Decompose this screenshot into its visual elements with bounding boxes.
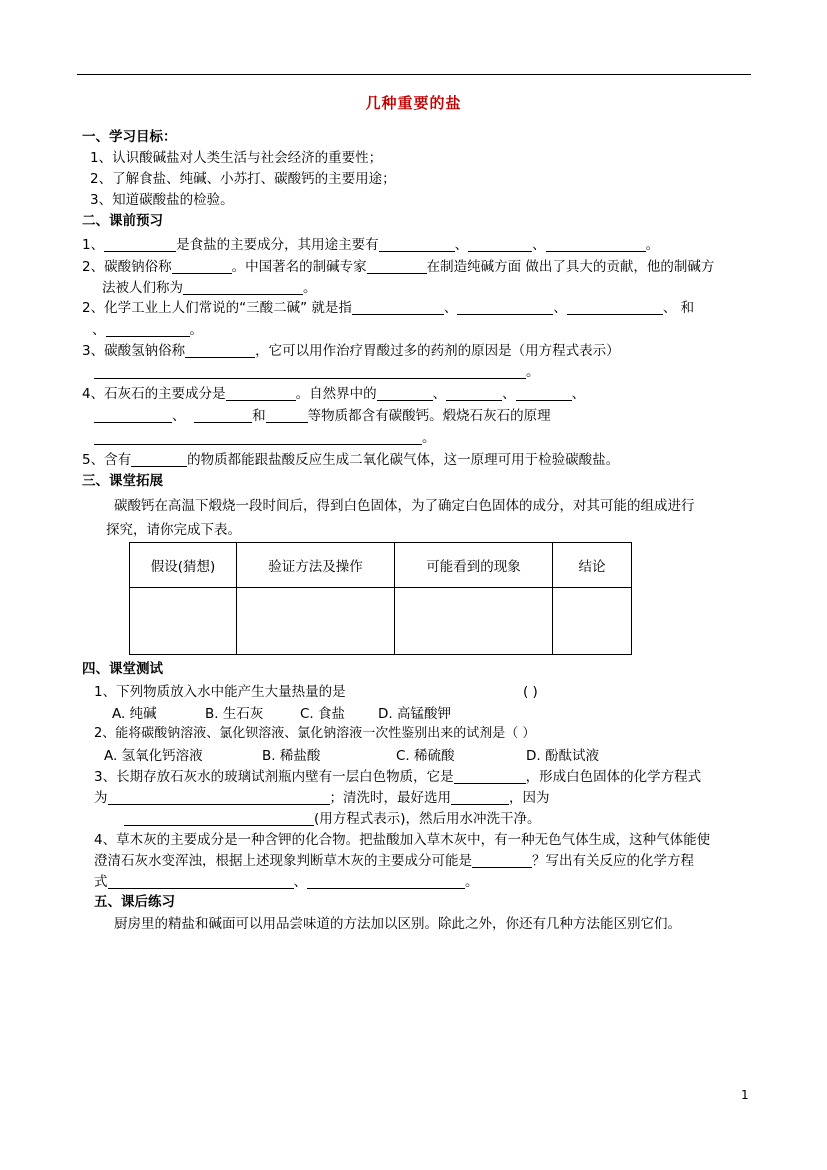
test-q1-option-a: A. 纯碱	[112, 706, 157, 722]
q3-blank-3[interactable]	[567, 300, 663, 315]
test-q3-line2	[94, 789, 550, 807]
q3-test-text-c: 为	[94, 790, 108, 806]
q5-blank-7[interactable]	[266, 408, 308, 423]
q5-sep-4: 、	[172, 408, 186, 424]
q3-blank-1[interactable]	[352, 300, 444, 315]
test-q1-option-b: B. 生石灰	[205, 706, 264, 722]
table-cell-phenomenon[interactable]	[395, 588, 553, 655]
test-q4-blank-3[interactable]	[307, 874, 465, 889]
test-q1-option-c: C. 食盐	[300, 706, 346, 722]
preview-q3-line1	[82, 299, 694, 317]
q4-text-b: ，它可以用作治疗胃酸过多的药剂的原因是（用方程式表示）	[255, 343, 620, 359]
q1-sep-1: 、	[454, 237, 469, 253]
preview-q2-line1	[82, 258, 714, 276]
goal-item-1: 1、认识酸碱盐对人类生活与社会经济的重要性；	[90, 150, 383, 166]
q2-blank-3[interactable]	[183, 280, 303, 295]
q1-blank-3[interactable]	[468, 237, 532, 252]
q5-sep-3: 、	[571, 386, 586, 402]
q3-test-text-b: ，形成白色固体的化学方程式	[525, 769, 702, 785]
q2-text-b: 。中国著名的制碱专家	[231, 259, 367, 275]
q5-text-h: 等物质都含有碳酸钙。煅烧石灰石的原理	[307, 408, 551, 424]
table-header-phenomenon: 可能看到的现象	[395, 543, 553, 588]
preview-q5-line2	[94, 407, 551, 425]
q5-end: 。	[422, 430, 436, 446]
section-4-heading: 四、课堂测试	[82, 661, 163, 677]
q4-blank-1[interactable]	[185, 343, 255, 358]
test-q4-blank-1[interactable]	[472, 853, 532, 868]
section-5-heading: 五、课后练习	[94, 894, 175, 910]
q1-blank-2[interactable]	[379, 237, 455, 252]
q5-blank-5[interactable]	[94, 408, 172, 423]
table-cell-method[interactable]	[237, 588, 395, 655]
q6-text-a: 5、含有	[82, 452, 132, 468]
table-cell-conclusion[interactable]	[553, 588, 632, 655]
q4-test-sep: 、	[293, 874, 307, 890]
q5-blank-1[interactable]	[226, 386, 296, 401]
page-title: 几种重要的盐	[365, 94, 462, 112]
q3-sep-4: 、	[92, 322, 106, 338]
q2-end: 。	[303, 280, 317, 296]
page-number: 1	[741, 1088, 749, 1102]
table-header-hypothesis: 假设(猜想)	[130, 543, 237, 588]
table-cell-hypothesis[interactable]	[130, 588, 237, 655]
q5-blank-6[interactable]	[194, 408, 252, 423]
q4-equation-blank[interactable]	[94, 364, 526, 379]
q5-blank-4[interactable]	[516, 386, 572, 401]
q5-blank-2[interactable]	[377, 386, 433, 401]
test-q4-blank-2[interactable]	[108, 874, 294, 889]
q3-sep-1: 、	[443, 300, 458, 316]
preview-q3-line2	[92, 321, 203, 339]
q4-test-end: 。	[465, 874, 479, 890]
extension-para-1: 碳酸钙在高温下煅烧一段时间后，得到白色固体，为了确定白色固体的成分，对其可能的组成进行	[114, 498, 695, 514]
section-3-heading: 三、课堂拓展	[82, 473, 163, 489]
q4-test-text-c: ？写出有关反应的化学方程	[532, 853, 694, 869]
table-header-conclusion: 结论	[553, 543, 632, 588]
q2-blank-1[interactable]	[172, 259, 232, 274]
goal-item-2: 2、了解食盐、纯碱、小苏打、碳酸钙的主要用途；	[90, 171, 396, 187]
preview-q4-line2	[94, 363, 540, 381]
test-q3-line3	[124, 810, 541, 828]
test-q1-option-d: D. 高锰酸钾	[378, 706, 451, 722]
q4-test-text-d: 式	[94, 874, 108, 890]
q4-text-a: 3、碳酸氢钠俗称	[82, 343, 186, 359]
q5-text-a: 4、石灰石的主要成分是	[82, 386, 226, 402]
test-q2: 2、能将碳酸钠溶液、氯化钡溶液、氯化钠溶液一次性鉴别出来的试剂是（ ）	[94, 726, 536, 741]
header-rule	[77, 74, 751, 75]
q2-text-d: 法被人们称为	[102, 280, 183, 296]
test-q2-option-b: B. 稀盐酸	[262, 748, 321, 764]
q5-text-b: 。自然界中的	[295, 386, 377, 402]
q4-test-text-b: 澄清石灰水变浑浊，根据上述现象判断草木灰的主要成分可能是	[94, 853, 472, 869]
q2-text-c: 在制造纯碱方面 做出了具大的贡献，他的制碱方	[426, 259, 715, 275]
table-header-row	[130, 543, 632, 588]
q1-blank-4[interactable]	[546, 237, 646, 252]
test-q2-option-d: D. 酚酞试液	[526, 748, 599, 764]
test-q1: 1、下列物质放入水中能产生大量热量的是	[94, 684, 346, 700]
preview-q5-line3	[94, 429, 436, 447]
q1-blank-1[interactable]	[104, 237, 176, 252]
table-header-method: 验证方法及操作	[237, 543, 395, 588]
test-q3-blank-3[interactable]	[451, 790, 509, 805]
q4-end: 。	[526, 364, 540, 380]
q3-sep-3: 、 和	[662, 300, 695, 316]
test-q2-option-c: C. 稀硫酸	[396, 748, 455, 764]
section-1-heading: 一、学习目标：	[82, 129, 177, 145]
q5-blank-3[interactable]	[446, 386, 502, 401]
homework-para: 厨房里的精盐和碱面可以用品尝味道的方法加以区别。除此之外，你还有几种方法能区别它们。	[114, 916, 681, 932]
q5-equation-blank[interactable]	[94, 430, 422, 445]
preview-q1	[82, 236, 659, 254]
preview-q4-line1	[82, 342, 620, 360]
q3-blank-2[interactable]	[457, 300, 553, 315]
q3-end: 。	[189, 322, 203, 338]
preview-q2-line2	[102, 279, 317, 297]
q3-test-text-a: 3、长期存放石灰水的玻璃试剂瓶内壁有一层白色物质，它是	[94, 769, 454, 785]
q3-test-text-f: (用方程式表示)，然后用水冲洗干净。	[314, 811, 541, 827]
q6-text-b: 的物质都能跟盐酸反应生成二氧化碳气体，这一原理可用于检验碳酸盐。	[187, 452, 620, 468]
test-q2-option-a: A. 氢氧化钙溶液	[104, 748, 203, 764]
test-q4-line3	[94, 873, 479, 891]
q5-and: 和	[252, 408, 266, 424]
test-q3-blank-2[interactable]	[108, 790, 330, 805]
test-q3-blank-4[interactable]	[124, 811, 314, 826]
table-row	[130, 588, 632, 655]
q5-sep-2: 、	[502, 386, 516, 402]
q3-test-text-d: ；清洗时，最好选用	[329, 790, 451, 806]
test-q3-blank-1[interactable]	[454, 769, 526, 784]
goal-item-3: 3、知道碳酸盐的检验。	[90, 192, 234, 208]
q1-text: 是食盐的主要成分，其用途主要有	[176, 237, 379, 253]
q3-test-text-e: ，因为	[509, 790, 550, 806]
q5-sep-1: 、	[432, 386, 447, 402]
experiment-table	[129, 542, 632, 655]
q6-blank-1[interactable]	[131, 452, 187, 467]
test-q4-line2	[94, 852, 694, 870]
q1-sep-2: 、	[532, 237, 546, 253]
section-2-heading: 二、课前预习	[82, 213, 163, 229]
q1-end: 。	[645, 237, 660, 253]
q2-blank-2[interactable]	[367, 259, 427, 274]
preview-q6	[82, 451, 619, 469]
test-q1-answer[interactable]: ( )	[523, 684, 538, 700]
q1-number: 1、	[82, 237, 105, 253]
q2-text-a: 2、碳酸钠俗称	[82, 259, 172, 275]
test-q3-line1	[94, 768, 701, 786]
q3-sep-2: 、	[553, 300, 567, 316]
extension-para-2: 探究，请你完成下表。	[106, 522, 241, 538]
test-q4-line1: 4、草木灰的主要成分是一种含钾的化合物。把盐酸加入草木灰中，有一种无色气体生成，这种气体能使	[94, 832, 711, 848]
q3-text-a: 2、化学工业上人们常说的“三酸二碱” 就是指	[82, 300, 352, 316]
q3-blank-4[interactable]	[106, 322, 190, 337]
preview-q5-line1	[82, 385, 585, 403]
